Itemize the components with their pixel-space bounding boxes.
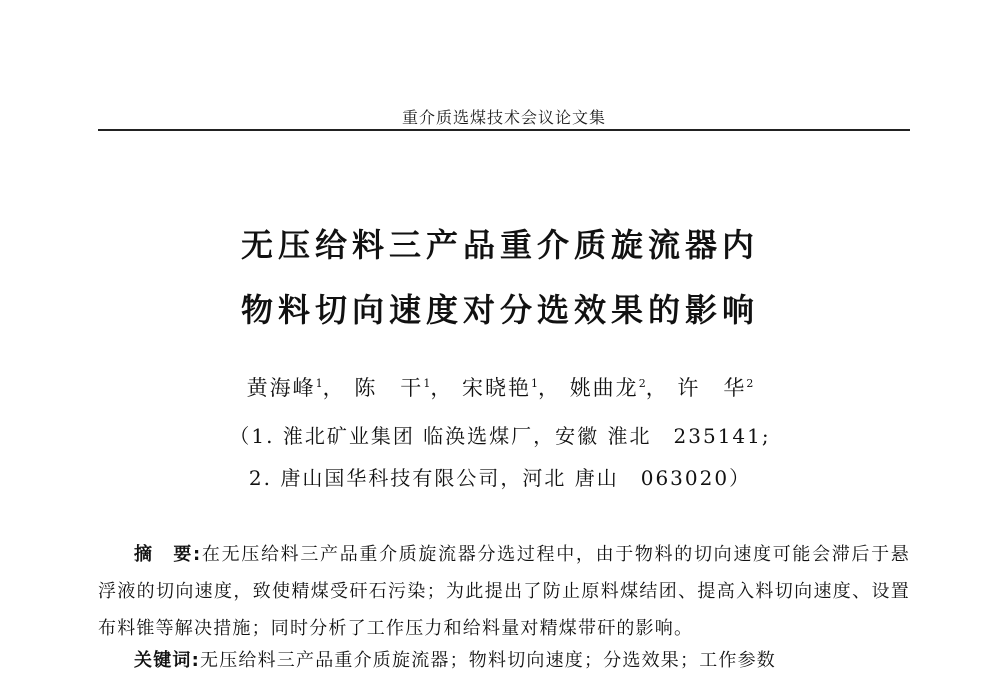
author-affiliation-mark: 1 — [423, 377, 431, 390]
keywords-text: 无压给料三产品重介质旋流器；物料切向速度；分选效果；工作参数 — [200, 650, 776, 671]
affiliation-line-1: （1. 淮北矿业集团 临涣选煤厂，安徽 淮北 235141; — [229, 424, 771, 448]
keywords-label: 关键词: — [134, 650, 200, 671]
author-name: 陈 干 — [354, 376, 424, 400]
author-name: 宋晓艳 — [462, 376, 531, 400]
author-list: 黄海峰$^1$， 陈 干$^1$， 宋晓艳$^1$， 姚曲龙$^2$， 许 华$^2$ — [246, 376, 754, 400]
header-rule — [98, 129, 910, 131]
running-head: 重介质选煤技术会议论文集 — [401, 108, 606, 127]
affiliation-line-2: 2. 唐山国华科技有限公司，河北 唐山 063020） — [248, 466, 752, 490]
author-name: 姚曲龙 — [569, 376, 639, 400]
paper-title-line-2: 物料切向速度对分选效果的影响 — [240, 291, 759, 329]
abstract — [98, 536, 910, 647]
abstract-text: 在无压给料三产品重介质旋流器分选过程中，由于物料的切向速度可能会滞后于悬浮液的切向速度，致使精煤受矸石污染；为此提出了防止原料煤结团、提高入料切向速度、设置布料锥等解决措施；同时分析了工作压力和给料量对精煤带矸的影响。 — [98, 544, 911, 639]
author-name: 许 华 — [677, 376, 747, 400]
author-name: 黄海峰 — [246, 376, 316, 400]
paper-title-line-1: 无压给料三产品重介质旋流器内 — [240, 226, 759, 264]
author-affiliation-mark: 2 — [746, 377, 754, 390]
author-affiliation-mark: 1 — [315, 377, 323, 390]
abstract-label: 摘 要: — [134, 544, 202, 565]
keywords — [134, 646, 910, 672]
author-affiliation-mark: 1 — [531, 377, 538, 390]
author-affiliation-mark: 2 — [638, 377, 646, 390]
